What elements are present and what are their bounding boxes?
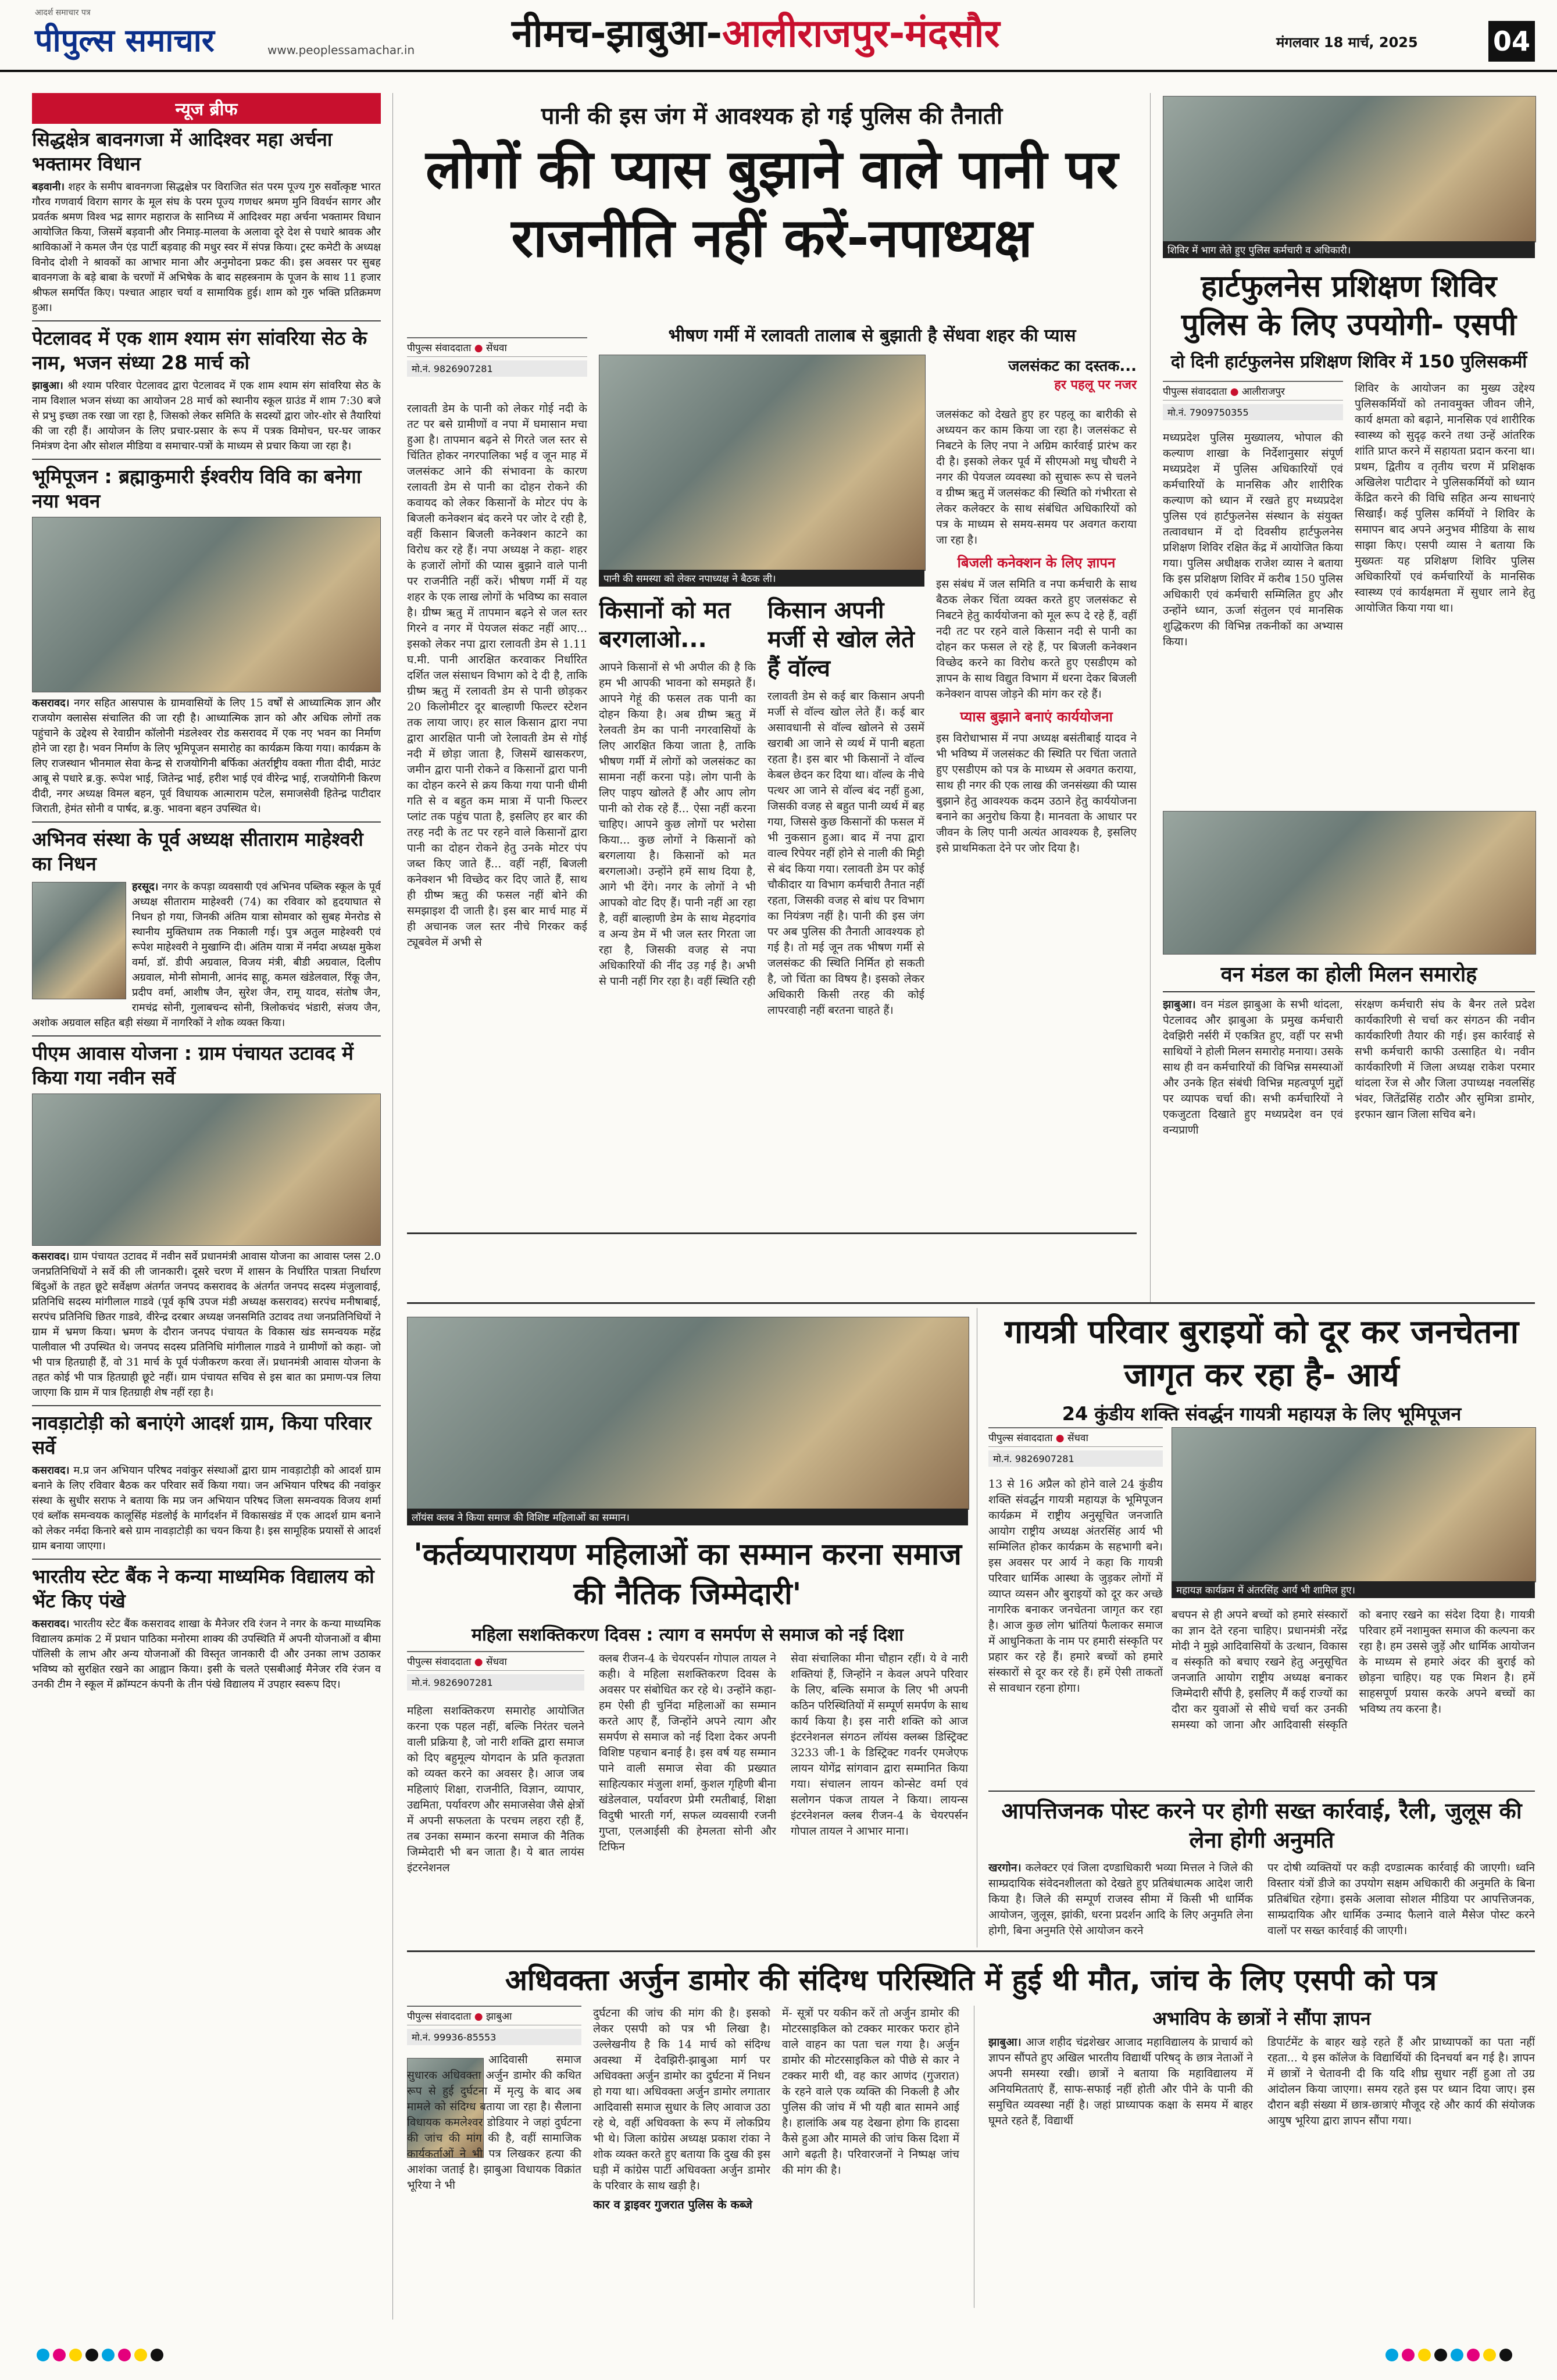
brief-item	[32, 326, 381, 454]
gayatri-byline-block	[988, 1427, 1163, 1471]
brahmakumari-photo	[32, 517, 381, 692]
brief-headline: नावड़ाटोड़ी को बनाएंगे आदर्श ग्राम, किया परिवार सर्वे	[32, 1411, 372, 1459]
apattijanak-headline: आपत्तिजनक पोस्ट करने पर होगी सख्त कार्रवाई, रैली, जुलूस की लेना होगी अनुमति	[1001, 1798, 1522, 1853]
byline: पीपुल्स संवाददाता ● आलीराजपुर	[1163, 381, 1343, 401]
lead-column-1: रलावती डेम के पानी को लेकर गोई नदी के तट पर बसे ग्रामीणों व नपा में घमासान मचा हुआ है। तापमान बढ़ने से गिरते जल स्तर से चिंतित होकर नगरपालिका भई व जून माह में जलसंकट आने की संभावना के कारण रलावती डेम से पानी का दोहन रोकने की कवायद को लेकर किसानों के मोटर पंप के बिजली कनेक्शन बंद करने पर जोर दे रही है, वहीं किसान बिजली कनेक्शन काटने का विरोध कर रहे हैं। नपा अध्यक्ष ने कहा- शहर के हजारों लोगों की प्यास बुझाने वाले पानी पर राजनीति नहीं करें। भीषण गर्मी में यह शहर के एक लाख लोगों के भविष्य का सवाल है। ग्रीष्म ऋतु में तापमान बढ़ने से जल स्तर गिरने व नगर में पेयजल संकट नहीं आए... इसको लेकर नपा द्वारा रलावती डेम से 1.11 घ.मी. पानी आरक्षित करवाकर निर्धारित दर्शित जल संसाधन विभाग को दे दी है, ताकि ग्रीष्म ऋतु में रलावती डेम से पानी छोड़कर 20 किलोमीटर दूर बाल्हाणी फिल्टर स्टेशन तक लाया जाए। हर साल किसान द्वारा नपा द्वारा आरक्षित पानी जो रेलावती डेम से गोई नदी में छोड़ा जाता है, जिसमें खासकरण, जमीन द्वारा पानी रोकने व किसानों द्वारा पानी का दोहन करने से क्रय किया गया पानी धीमी गति से व बहुत कम मात्रा में पानी फिल्टर प्लांट तक पहुंच पाता है, इसलिए हर बार की तरह नदी के तट पर रहने वाले किसानों द्वारा पानी का दोहन रोकने हेतु उनके मोटर पंप जब्त किए जाते हैं... वहीं नहीं, बिजली कनेक्शन भी विच्छेद कर दिए जाते हैं, साथ ही ग्रीष्म ऋतु की फसल नहीं बोने की समझाइश दी जाती है। इस बार मार्च माह में ही अचानक जल स्तर नीचे गिरकर कई ट्यूबवेल में अभी से	[407, 402, 587, 949]
column-divider	[392, 93, 393, 2320]
abvp-col-1: झाबुआ। आज शहीद चंद्रशेखर आजाद महाविद्यालय के प्राचार्य को ज्ञापन सौंपते हुए अखिल भारतीय विद्यार्थी परिषद् के छात्र नेताओं ने अपनी समस्या रखी। छात्रों ने बताया कि महाविद्यालय में अनियमितताएं हैं, साफ-सफाई नहीं होती और पीने के पानी की समुचित व्यवस्था नहीं है। जहां प्राध्यापक कक्षा के समय में बाहर घूमते रहते हैं, विद्यार्थी	[988, 2036, 1253, 2127]
brief-text: झाबुआ। श्री श्याम परिवार पेटलावद द्वारा पेटलावद में एक शाम श्याम संग सांवरिया सेठ के नाम विशाल भजन संध्या का आयोजन 28 मार्च को स्थानीय स्कूल ग्राउंड में शाम 7:30 बजे से प्रभु इच्छा तक रखा जा रहा है, जिसको लेकर समिति के सदस्यों द्वारा जोर-शोर से तैयारियां की जा रही हैं। आयोजन के लिए प्रचार-प्रसार के रूप में पत्रक विमोचन, घर-घर जाकर निमंत्रण देना और सोशल मीडिया व समाचार-पत्रों के माध्यम से प्रचार किया जा रहा है।	[32, 380, 381, 452]
section-rule	[407, 1302, 1535, 1304]
byline: पीपुल्स संवाददाता ● सेंधवा	[988, 1427, 1163, 1447]
registration-marks-right	[1384, 2349, 1514, 2364]
registration-marks-left	[35, 2349, 165, 2364]
heartfulness-col-2: शिविर के आयोजन का मुख्य उद्देश्य पुलिसकर्मियों को तनावमुक्त जीवन जीने, कार्य क्षमता को बढ़ाने, मानसिक एवं शारीरिक स्वास्थ्य को सुदृढ़ करने तथा उन्हें आंतरिक शांति प्राप्त करने में सहायता प्रदान करना था। प्रथम, द्वितीय व तृतीय चरण में प्रशिक्षक अखिलेश पाटीदार ने पुलिसकर्मियों को ध्यान केंद्रित करने की विधि सहित अन्य साधनाएं सिखाईं। कई पुलिस कर्मियों ने शिविर के समापन बाद अपने अनुभव मीडिया के साथ साझा किए। एसपी व्यास ने बताया कि मुख्यतः यह प्रशिक्षण शिविर पुलिस अधिकारियों एवं कर्मचारियों के मानसिक स्वास्थ्य एवं कार्यक्षमता में सुधार लाने हेतु आयोजित किया गया था।	[1355, 382, 1535, 614]
news-brief-title: न्यूज ब्रीफ	[32, 93, 381, 124]
brief-text: कसरावद। म.प्र जन अभियान परिषद नवांकुर संस्थाओं द्वारा ग्राम नावड़ाटोड़ी को आदर्श ग्राम बनाने के लिए रविवार बैठक कर परिवार सर्वे किया गया। जन अभियान परिषद की नवांकुर संस्था के सुधीर सराफ ने बताया कि मप्र जन अभियान परिषद जिला समन्वयक विजय शर्मा एवं ब्लॉक समन्वयक कालूसिंह मंडलोई के मार्गदर्शन में विकासखंड में एक आदर्श ग्राम बनाने को लेकर नर्मदा किनारे बसे ग्राम नावड़ाटोड़ी का चयन किया है। इस सामूहिक प्रयासों से आदर्श ग्राम बनाया जाएगा।	[32, 1464, 381, 1552]
mobile-number: मो.नं. 9826907281	[988, 1450, 1163, 1467]
divider	[32, 821, 381, 823]
lead-sub2	[767, 596, 924, 1224]
obituary-portrait	[32, 882, 126, 999]
masthead	[0, 0, 1557, 72]
gayatri-headline: गायत्री परिवार बुराइयों को दूर कर जनचेतना जागृत कर रहा है- आर्य	[1004, 1313, 1519, 1394]
damor-col-2: दुर्घटना की जांच की मांग की है। इसको लेकर एसपी को पत्र भी लिखा है। उल्लेखनीय है कि 14 मार्च को संदिग्ध अवस्था में देवझिरी-झाबुआ मार्ग पर अधिवक्ता अर्जुन डामोर का दुर्घटना में निधन हो गया था। अधिवक्ता अर्जुन डामोर लगातार आदिवासी समाज सुधार के लिए आवाज उठा रहे थे, वहीं अधिवक्ता के रूप में लोकप्रिय भी थे। जिला कांग्रेस अध्यक्ष प्रकाश रांका ने शोक व्यक्त करते हुए बताया कि दुख की इस घड़ी में कांग्रेस पार्टी अधिवक्ता अर्जुन डामोर के परिवार के साथ खड़ी है।	[593, 2007, 770, 2192]
women-headline: 'कर्तव्यपारायण महिलाओं का सम्मान करना समाज की नैतिक जिम्मेदारी'	[413, 1537, 962, 1611]
brief-headline: पीएम आवास योजना : ग्राम पंचायत उटावद में किया गया नवीन सर्वे	[32, 1042, 353, 1089]
brief-text: बड़वानी। शहर के समीप बावनगजा सिद्धक्षेत्र पर विराजित संत परम पूज्य गुरु सर्वोत्कृष्ट भारत गौरव गणवार्य विराग सागर के मूल संघ के परम पूज्य गणधर श्रमण मुनि विवर्धन सागर और प्रवर्तक श्रमण विश्व भद्र सागर महाराज के सानिध्य में आदिश्वर महा अर्चना भक्तामर विधान आयोजित किया, जिसमें बड़वानी और निमाड़-मालवा के अलावा दूरे देश से पधारे श्रावक और श्राविकाओं ने कमल जैन एंड पार्टी बड़वाह की मधुर स्वर में संपन्न किया। ट्रस्ट कमेटी के अध्यक्ष विनोद दोशी ने श्रावकों का आभार माना और अनुमोदना प्रकट की। इस अवसर पर सुबह बावनगजा के बड़े बाबा के चरणों में अभिषेक के बाद सहस्त्रनाम के पूजन के साथ 11 हजार श्रीफल समर्पित किए। पश्चात आहार चर्या व सामायिक हुई। शाम को गुरु भक्ति प्रतिक्रमण हुआ।	[32, 181, 381, 314]
lead-photo	[599, 355, 926, 571]
lead-subhead: भीषण गर्मी में रलावती तालाब से बुझाती है सेंधवा शहर की प्यास	[668, 326, 1076, 346]
heartfulness-headline: हार्टफुलनेस प्रशिक्षण शिविर पुलिस के लिए उपयोगी- एसपी	[1181, 269, 1517, 342]
abvp-headline: अभाविप के छात्रों ने सौंपा ज्ञापन	[1152, 2007, 1371, 2029]
van-mandal-col-1: झाबुआ। वन मंडल झाबुआ के सभी थांदला, पेटलावद और झाबुआ के प्रमुख कर्मचारी देवझिरी नर्सरी में एकत्रित हुए, वहीं पर सभी साथियों ने होली मिलन समारोह मनाया। उसके साथ ही वन कर्मचारियों की विभिन्न समस्याओं और उनके हित संबंधी विभिन्न महत्वपूर्ण मुद्दों पर व्यापक चर्चा की। सभी कर्मचारियों ने एकजुटता दिखाते हुए मध्यप्रदेश वन एवं वन्यप्राणी	[1163, 998, 1343, 1137]
brief-headline: सिद्धक्षेत्र बावनगजा में आदिश्वर महा अर्चना भक्तामर विधान	[32, 128, 333, 175]
byline: पीपुल्स संवाददाता ● झाबुआ	[407, 2006, 581, 2025]
lead-byline-block	[407, 337, 587, 381]
brief-headline: भारतीय स्टेट बैंक ने कन्या माध्यमिक विद्यालय को भेंट किए पंखे	[32, 1565, 374, 1612]
box-subtitle: हर पहलू पर नजर	[1054, 378, 1137, 392]
edition-title	[512, 10, 999, 57]
brief-text: हरसूद। नगर के कपड़ा व्यवसायी एवं अभिनव पब्लिक स्कूल के पूर्व अध्यक्ष सीताराम माहेश्वरी (74) का रविवार को हृदयाघात से निधन हो गया, जिनकी अंतिम यात्रा सोमवार को सुबह मेनरोड से स्थानीय मुक्तिधाम तक निकाली गई। पुत्र अतुल माहेश्वरी एवं रूपेश माहेश्वरी ने मुखाग्नि दी। अंतिम यात्रा में नर्मदा अध्यक्ष मुकेश वर्मा, डॉ. डीपी अग्रवाल, विजय मंत्री, बीडी अग्रवाल, दिलीप अग्रवाल, मोनी सोमानी, आनंद साहू, कमल खंडेलवाल, रिंकू जैन, प्रदीप वर्मा, आशीष जैन, सुरेश जैन, रामू यादव, संतोष जैन, रामचंद्र सोनी, गुलाबचन्द सोनी, त्रिलोकचंद भंडारी, संजय जैन, अशोक अग्रवाल सहित बड़ी संख्या में नागरिकों ने शोक व्यक्त किया।	[32, 881, 381, 1029]
mobile-number: मो.नं. 7909750355	[1163, 404, 1343, 420]
women-award-photo	[407, 1317, 969, 1510]
col4-subheading-1: बिजली कनेक्शन के लिए ज्ञापन	[957, 555, 1116, 571]
heartfulness-subhead: दो दिनी हार्टफुलनेस प्रशिक्षण शिविर में 150 पुलिसकर्मी	[1170, 352, 1527, 372]
edition-title-part1: नीमच-झाबुआ-	[512, 11, 723, 56]
apattijanak-col-2: पर दोषी व्यक्तियों पर कड़ी दण्डात्मक कार्रवाई की जाएगी। ध्वनि विस्तार यंत्रों डीजे का उपयोग सक्षम अधिकारी की अनुमति के बिना प्रतिबंधित रहेगा। इसके अलावा सोशल मीडिया पर आपत्तिजनक, साम्प्रदायिक और धार्मिक उन्माद फैलाने वाले मैसेज पोस्ट करने वालों पर सख्त कार्रवाई की जाएगी।	[1267, 1861, 1535, 1937]
logo-tagline: आदर्श समाचार पत्र	[35, 8, 91, 17]
brief-item	[32, 1564, 381, 1692]
col4-text: जलसंकट को देखते हुए हर पहलू का बारीकी से अध्ययन कर काम किया जा रहा है। जलसंकट से निबटने के लिए नपा ने अग्रिम कार्रवाई प्रारंभ कर दी है। इसको लेकर पूर्व में सीएमओ मधु चौधरी ने नगर की पेयजल व्यवस्था को सुचारू रूप से चलने व ग्रीष्म ऋतु में जलसंकट की स्थिति को गंभीरता से लेकर कलेक्टर के साथ संबंधित अधिकारियों को पत्र के माध्यम से समय-समय पर अवगत कराया जा रहा है।	[936, 408, 1137, 546]
gayatri-photo	[1172, 1427, 1536, 1582]
women-photo-caption: लॉयंस क्लब ने किया समाज की विशिष्ट महिलाओं का सम्मान।	[407, 1509, 968, 1525]
lead-sub1	[599, 596, 756, 1224]
gayatri-photo-caption: महायज्ञ कार्यक्रम में अंतरसिंह आर्य भी शामिल हुए।	[1172, 1581, 1535, 1598]
brief-text: कसरावद। नगर सहित आसपास के ग्रामवासियों के लिए 15 वर्षों से आध्यात्मिक ज्ञान और राजयोग क्लासेस संचालित की जा रही है। आध्यात्मिक ज्ञान को और अधिक लोगों तक पहुंचाने के उद्देश्य से रेवाग्रीन कॉलोनी मंडलेश्वर रोड कसरावद में एक नए भवन का निर्माण होने जा रहा है। भवन निर्माण के लिए भूमिपूजन समारोह का कार्यक्रम किया गया। कार्यक्रम के लिए राजस्थान भीनमाल सेवा केन्द्र से राजयोगिनी बर्फिका अंतर्राष्ट्रीय वक्ता गीता दीदी, माउंट आबू से पधारे ब्र.कु. रूपेश भाई, जितेन्द्र भाई, हरीश भाई एवं वीरेन्द्र भाई, राजयोगिनी किरण दीदी, नगर अध्यक्ष विमल बहन, पूर्व विधायक आत्माराम पटेल, समाजसेवी हितेन्द्र पाटीदार जिराती, हेमंत सोनी व पार्षद, ब्र.कु. भावना बहन उपस्थित थे।	[32, 697, 381, 815]
divider	[32, 459, 381, 460]
page-number: 04	[1488, 21, 1535, 62]
women-col-1: महिला सशक्तिकरण समारोह आयोजित करना एक पहल नहीं, बल्कि निरंतर चलने वाली प्रक्रिया है, जो नारी शक्ति द्वारा समाज को दिए बहुमूल्य योगदान के प्रति कृतज्ञता को व्यक्त करने का अवसर है। आज जब महिलाएं शिक्षा, राजनीति, विज्ञान, व्यापार, उद्यमिता, पर्यावरण और समाजसेवा जैसे क्षेत्रों में अपनी सफलता के परचम लहरा रही हैं, तब उनका सम्मान करना समाज की नैतिक जिम्मेदारी भी बन जाता है। ये बात लायंस इंटरनेशनल	[407, 1704, 584, 1874]
lead-column-4	[936, 407, 1137, 1221]
lead-story	[407, 99, 1137, 273]
brief-headline: अभिनव संस्था के पूर्व अध्यक्ष सीताराम माहेश्वरी का निधन	[32, 828, 363, 875]
van-mandal-photo	[1163, 811, 1536, 955]
damor-col-1: आदिवासी समाज सुधारक अधिवक्ता अर्जुन डामोर की कथित रूप से हुई दुर्घटना में मृत्यु के बाद अब मामले को संदिग्ध बताया जा रहा है। सैलाना विधायक कमलेश्वर डोडियार ने जहां दुर्घटना की जांच की मांग की है, वहीं सामाजिक कार्यकर्ताओं ने भी पत्र लिखकर हत्या की आशंका जताई है। झाबुआ विधायक विक्रांत भूरिया ने भी	[407, 2053, 581, 2192]
gayatri-col-1: 13 से 16 अप्रैल को होने वाले 24 कुंडीय शक्ति संवर्द्धन गायत्री महायज्ञ के भूमिपूजन कार्यक्रम में राष्ट्रीय अनुसूचित जनजाति आयोग राष्ट्रीय अध्यक्ष अंतरसिंह आर्य भी सम्मिलित होकर कार्यक्रम के सहभागी बने। इस अवसर पर आर्य ने कहा कि गायत्री परिवार धार्मिक आस्था के जुड़कर लोगों में व्याप्त व्यसन और बुराइयों को दूर कर अच्छे नागरिक बनाकर जनचेतना जागृत कर रहा है। आज कुछ लोग भ्रांतियां फैलाकर समाज में आधुनिकता के नाम पर हमारी संस्कृति पर प्रहार कर रहे हैं। हमारे बच्चों को हमारे संस्कारों से दूर कर रहे हैं। हमें ऐसी ताकतों से सावधान रहना होगा।	[988, 1478, 1163, 1695]
heartfulness-byline-block	[1163, 381, 1343, 425]
col4-subheading-2: प्यास बुझाने बनाएं कार्ययोजना	[960, 709, 1113, 725]
brief-headline: भूमिपूजन : ब्रह्माकुमारी ईश्वरीय विवि का बनेगा नया भवन	[32, 465, 362, 512]
van-mandal-headline: वन मंडल का होली मिलन समारोह	[1163, 959, 1535, 992]
lead-kicker: पानी की इस जंग में आवश्यक हो गई पुलिस की तैनाती	[541, 103, 1003, 130]
women-subhead: महिला सशक्तिकरण दिवस : त्याग व समर्पण से समाज को नई दिशा	[472, 1625, 904, 1645]
issue-date: मंगलवार 18 मार्च, 2025	[1276, 34, 1418, 51]
brief-headline: पेटलावद में एक शाम श्याम संग सांवरिया सेठ के नाम, भजन संध्या 28 मार्च को	[32, 327, 367, 374]
lead-headline: लोगों की प्यास बुझाने वाले पानी पर राजनीति नहीं करें-नपाध्यक्ष	[426, 138, 1118, 269]
section-rule	[988, 1791, 1535, 1792]
divider	[32, 1405, 381, 1406]
women-col-3: सेवा संचालिका मीना चौहान रहीं। ये वे नारी शक्तियां हैं, जिन्होंने न केवल अपने परिवार के लिए, बल्कि समाज के लिए भी अपनी कठिन परिस्थितियों में सम्पूर्ण समर्पण के साथ कार्य किया है। इस नारी शक्ति को आज इंटरनेशनल संगठन लॉयंस क्लब्स डिस्ट्रिक्ट 3233 जी-1 के डिस्ट्रिक्ट गवर्नर एमजेएफ लायन योगेंद्र सांगवान द्वारा सम्मानित किया गया। संचालन लायन कोन्सेट वर्मा एवं सलोगन पंकज तायल ने किया। लायन्स इंटरनेशनल क्लब रीजन-4 के चेयरपर्सन गोपाल तायल ने आभार माना।	[791, 1652, 968, 1838]
sub2-title: किसान अपनी मर्जी से खोल लेते हैं वॉल्व	[767, 597, 915, 682]
damor-col-2-subheading: कार व ड्राइवर गुजरात पुलिस के कब्जे	[593, 2197, 752, 2211]
col4-text-1: इस संबंध में जल समिति व नपा कर्मचारी के साथ बैठक लेकर चिंता व्यक्त करते हुए जलसंकट से निबटने हेतु कार्ययोजना को मूल रूप दे रहे हैं, वहीं नदी तट पर रहने वाले किसान नदी से पानी का दोहन कर फसल ले रहे हैं, पर बिजली कनेक्शन विच्छेद करने का विरोध करते हुए एसडीएम को ज्ञापन के साथ विद्युत विभाग में धरना देकर बिजली कनेक्शन वापस जोड़ने की मांग कर रहे हैं।	[936, 578, 1137, 701]
damor-col-3: में- सूत्रों पर यकीन करें तो अर्जुन डामोर की मोटरसाइकिल को टक्कर मारकर फरार होने वाले वाहन का पता चल गया है। अर्जुन डामोर की मोटरसाइकिल को पीछे से कार ने टक्कर मारी थी, वह कार आणंद (गुजरात) के रहने वाले एक व्यक्ति की निकली है और पुलिस की जांच में भी यही बात सामने आई है। हालांकि अब यह देखना होगा कि हादसा कैसे हुआ और मामले की जांच किस दिशा में आगे बढ़ती है। परिवारजनों ने निष्पक्ष जांच की मांग की है।	[782, 2007, 959, 2177]
apattijanak-col-1: खरगोन। कलेक्टर एवं जिला दण्डाधिकारी भव्या मित्तल ने जिले की साम्प्रदायिक संवेदनशीलता को देखते हुए प्रतिबंधात्मक आदेश जारी किया है। जिले की सम्पूर्ण राजस्व सीमा में किसी भी धार्मिक आयोजन, जुलूस, झांकी, धरना प्रदर्शन आदि के लिए अनुमति लेना होगी, बिना अनुमति ऐसे आयोजन करने	[988, 1861, 1253, 1937]
divider	[32, 1559, 381, 1560]
sub1-text: आपने किसानों से भी अपील की है कि हम भी आपकी भावना को समझते हैं। आपने गेहूं की फसल तक पानी का दोहन किया है। अब ग्रीष्म ऋतु में रेलवती डेम का पानी नगरवासियों के लिए आरक्षित किया जाता है, ताकि भीषण गर्मी में लोगों को जलसंकट का सामना नहीं करना पड़े। लोग पानी के लिए पाइप खोलते हैं और आप लोग पानी को रोक रहे हैं... ऐसा नहीं करना चाहिए। आपने कुछ लोगों पर भरोसा किया... कुछ लोगों ने किसानों को बरगलाया है। किसानों को मत बरगलाओ। उन्होंने हमें साथ दिया है, आगे भी देंगे। नगर के लोगों ने भी आपको वोट दिए हैं। पानी नहीं आ रहा है, वहीं बाल्हाणी डेम के साथ मेहदगांव व अन्य डेम में भी जल स्तर गिरता जा रहा है, जिसकी वजह से नपा अधिकारियों की नींद उड़ गई है। अभी से पानी नहीं गिर रहा है। वहीं स्थिति रही	[599, 661, 756, 988]
heartfulness-col-1: मध्यप्रदेश पुलिस मुख्यालय, भोपाल की कल्याण शाखा के निर्देशानुसार संपूर्ण मध्यप्रदेश में पुलिस अधिकारियों एवं कर्मचारियों के मानसिक और शारीरिक कल्याण को ध्यान में रखते हुए मध्यप्रदेश पुलिस एवं हार्टफुलनेस संस्थान के संयुक्त तत्वावधान में दो दिवसीय हार्टफुलनेस प्रशिक्षण शिविर रक्षित केंद्र में आयोजित किया गया। पुलिस अधीक्षक राजेश व्यास ने बताया कि इस प्रशिक्षण शिविर में करीब 150 पुलिस अधिकारी एवं कर्मचारी सम्मिलित हुए और उन्होंने ध्यान, ऊर्जा संतुलन एवं मानसिक शुद्धिकरण की विभिन्न तकनीकों का अभ्यास किया।	[1163, 431, 1343, 648]
column-divider	[1150, 93, 1151, 1302]
news-brief-column	[32, 93, 381, 2314]
brief-item	[32, 464, 381, 817]
heartfulness-caption: शिविर में भाग लेते हुए पुलिस कर्मचारी व अधिकारी।	[1163, 241, 1535, 258]
newspaper-logo: पीपुल्स समाचार	[35, 22, 215, 59]
website-url[interactable]: www.peoplessamachar.in	[267, 43, 415, 57]
edition-title-part2: आलीराजपुर-मंदसौर	[722, 11, 1000, 56]
brief-item	[32, 827, 381, 1031]
damor-headline: अधिवक्ता अर्जुन डामोर की संदिग्ध परिस्थिति में हुई थी मौत, जांच के लिए एसपी को पत्र	[505, 1963, 1437, 1997]
lead-photo-caption: पानी की समस्या को लेकर नपाध्यक्ष ने बैठक ली।	[599, 570, 924, 587]
gayatri-subhead: 24 कुंडीय शक्ति संवर्द्धन गायत्री महायज्ञ के लिए भूमिपूजन	[1062, 1403, 1462, 1425]
section-rule	[407, 1950, 1535, 1952]
water-crisis-box	[933, 355, 1137, 393]
mobile-number: मो.नं. 99936-85553	[407, 2029, 581, 2045]
sub2-text: रलावती डेम से कई बार किसान अपनी मर्जी से वॉल्व खोल लेते हैं। कई बार असावधानी से वॉल्व खोलने से उसमें खराबी आ जाने से व्यर्थ में पानी बहता रहता है। इस बार भी किसानों ने वॉल्व केबल छेदन कर दिया था। वॉल्व के नीचे पत्थर आ जाने से वॉल्व बंद नहीं हुआ, जिसकी वजह से बहुत पानी व्यर्थ में बह गया, जिससे कुछ किसानों की फसल में भी नुकसान हुआ। बाद में नपा द्वारा वाल्व रिपेयर नहीं होने से नाली की मिट्टी से बंद किया गया। रलावती डेम पर कोई चौकीदार या विभाग कर्मचारी तैनात नहीं रहता, जिसकी वजह से बांध पर विभाग का नियंत्रण नहीं है। पानी की इस जंग पर अब पुलिस की तैनाती आवश्यक हो गई है। तो मई जून तक भीषण गर्मी से जलसंकट की स्थिति निर्मित हो सकती है, जो चिंता का विषय है। इसको लेकर अधिकारी किसी तरह की कोई लापरवाही नहीं बरतना चाहते हैं।	[767, 690, 924, 1017]
awas-survey-photo	[32, 1093, 381, 1246]
brief-text: कसरावद। ग्राम पंचायत उटावद में नवीन सर्वे प्रधानमंत्री आवास योजना का आवास प्लस 2.0 जनप्रतिनिधियों ने सर्वे की ली जानकारी। दूसरे चरण में शासन के निर्धारित पात्रता निर्धारण बिंदुओं के तहत छूटे सर्वेक्षण अंतर्गत जनपद कसरावद के अंतर्गत जनपद सदस्य मंजुलावाई, प्रतिनिधि सदस्य मांगीलाल गाडवे (पूर्व कृषि उपज मंडी अध्यक्ष कसरावद) सरपंच मनीषाबाई, सरपंच प्रतिनिधि छितर गाडवे, वीरेन्द्र दरबार अध्यक्ष जनसमिति उटावद तथा जनप्रतिनिधियों ने ग्राम में भ्रमण किया। भ्रमण के दौरान जनपद पंचायत के विकास खंड समन्वयक महेंद्र पालीवाल भी उपस्थित थे। जनपद सदस्य प्रतिनिधि मांगीलाल गाडवे ने ग्रामीणों को कहा- जो भी पात्र हितग्राही हैं, वो 31 मार्च के पूर्व पंजीकरण करवा लें। प्रधानमंत्री आवास योजना के तहत कोई भी पात्र हितग्राही छूटे नहीं। ग्राम पंचायत सचिव से इस बात का प्रमाण-पत्र लिया जाएगा कि ग्राम में पात्र हितग्राही शेष नहीं रहा है।	[32, 1250, 381, 1399]
mobile-number: मो.नं. 9826907281	[407, 360, 587, 377]
abvp-col-2: डिपार्टमेंट के बाहर खड़े रहते हैं और प्राध्यापकों का पता नहीं रहता... ये इस कॉलेज के विद्यार्थियों की दिनचर्या बन गई है। ज्ञापन में छात्रों ने चेतावनी दी कि यदि शीघ्र सुधार नहीं हुआ तो उग्र आंदोलन किया जाएगा। समय रहते इस पर ध्यान दिया जाए। इस दौरान बड़ी संख्या में छात्र-छात्राएं मौजूद रहे और कार्य की संयोजक आयुष भूरिया द्वारा ज्ञापन सौंपा गया।	[1267, 2036, 1535, 2127]
section-rule	[407, 1232, 1137, 1234]
brief-item	[32, 1041, 381, 1400]
van-mandal-col-2: संरक्षण कर्मचारी संघ के बैनर तले प्रदेश कार्यकारिणी से चर्चा कर संगठन की नवीन कार्यकारिणी तैयार की गई। इस कार्रवाई से सभी कर्मचारी काफी उत्साहित थे। नवीन कार्यकारिणी में जिला अध्यक्ष राकेश परमार थांदला रेंज से और जिला उपाध्यक्ष नवलसिंह भंवर, जितेंद्रसिंह राठौर और सुमित्रा डामोर, इरफान खान जिला सचिव बने।	[1355, 998, 1535, 1121]
brief-item	[32, 127, 381, 316]
box-title: जलसंकट का दस्तक...	[1008, 358, 1137, 375]
divider	[32, 1035, 381, 1037]
divider	[32, 320, 381, 321]
brief-item	[32, 1411, 381, 1554]
damor-col-2-block	[593, 2006, 770, 2308]
brief-text: कसरावद। भारतीय स्टेट बैंक कसरावद शाखा के मैनेजर रवि रंजन ने नगर के कन्या माध्यमिक विद्यालय क्रमांक 2 में प्रधान पाठिका मनोरमा शाक्य की उपस्थिति में अपनी योजनाओं व बीमा पॉलिसी के लाभ और अन्य योजनाओं की विस्तृत जानकारी दी और उनका लाभ उठाकर भविष्य को सुरक्षित रखने का आह्वान किया। इसी के चलते एसबीआई मैनेजर रवि रंजन व उनकी टीम ने स्कूल में क्रॉम्पटन कंपनी के तीन पंखे विद्यालय में उपहार स्वरूप दिए।	[32, 1618, 381, 1691]
byline: पीपुल्स संवाददाता ● सेंधवा	[407, 337, 587, 357]
women-byline-block	[407, 1651, 584, 1695]
col4-text-2: इस विरोधाभास में नपा अध्यक्ष बसंतीबाई यादव ने भी भविष्य में जलसंकट की स्थिति पर चिंता जताते हुए एसडीएम को पत्र के माध्यम से अवगत कराया, साथ ही नगर की एक लाख की जनसंख्या की प्यास बुझाने हेतु आवश्यक कदम उठाने हेतु कार्ययोजना बनाने का अनुरोध किया है। मानवता के आधार पर जीवन के लिए पानी अत्यंत आवश्यक है, इसलिए इसे प्राथमिकता देने पर जोर दिया है।	[936, 732, 1137, 855]
women-col-2: क्लब रीजन-4 के चेयरपर्सन गोपाल तायल ने कही। वे महिला सशक्तिकरण दिवस के अवसर पर संबोधित कर रहे थे। उन्होंने कहा- हम ऐसी ही चुनिंदा महिलाओं का सम्मान करते आए हैं, जिन्होंने अपने त्याग और समर्पण से समाज को नई दिशा देकर अपनी विशिष्ट पहचान बनाई है। इस वर्ष यह सम्मान पाने वाली समाज सेवा की प्रख्यात साहित्यकार मंजुला शर्मा, कुशल गृहिणी बीना खंडेलवाल, पर्यावरण प्रेमी रमतीबाई, शिक्षा विदुषी भारती गर्ग, सफल व्यवसायी रजनी गुप्ता, एलआईसी की हेमलता सोनी और टिफिन	[599, 1652, 776, 1853]
byline: पीपुल्स संवाददाता ● सेंधवा	[407, 1651, 584, 1671]
gayatri-col-2: बचपन से ही अपने बच्चों को हमारे संस्कारों का ज्ञान देते रहना चाहिए। प्रधानमंत्री नरेंद्र मोदी ने मुझे आदिवासियों के उत्थान, विकास व संस्कृति को बचाए रखने हेतु अनुसूचित जनजाति आयोग राष्ट्रीय अध्यक्ष बनाकर जिम्मेदारी सौंपी है, इसलिए मैं कई राज्यों का दौरा कर युवाओं से सीधे चर्चा कर उनकी समस्या को जाना और आदिवासी संस्कृति को बनाए रखने का संदेश दिया है। गायत्री परिवार हमें नशामुक्त समाज की कल्पना कर रहा है। हम उससे जुड़ें और धार्मिक आयोजन के माध्यम से हमारे अंदर की बुराई को छोड़ना चाहिए। यह एक मिशन है। हमें साहसपूर्ण प्रयास करके अपने बच्चों का भविष्य तय करना है।	[1172, 1609, 1535, 1731]
damor-byline-block	[407, 2006, 581, 2050]
sub1-title: किसानों को मत बरगलाओ...	[599, 597, 731, 653]
mobile-number: मो.नं. 9826907281	[407, 1674, 584, 1691]
heartfulness-photo	[1163, 96, 1536, 242]
